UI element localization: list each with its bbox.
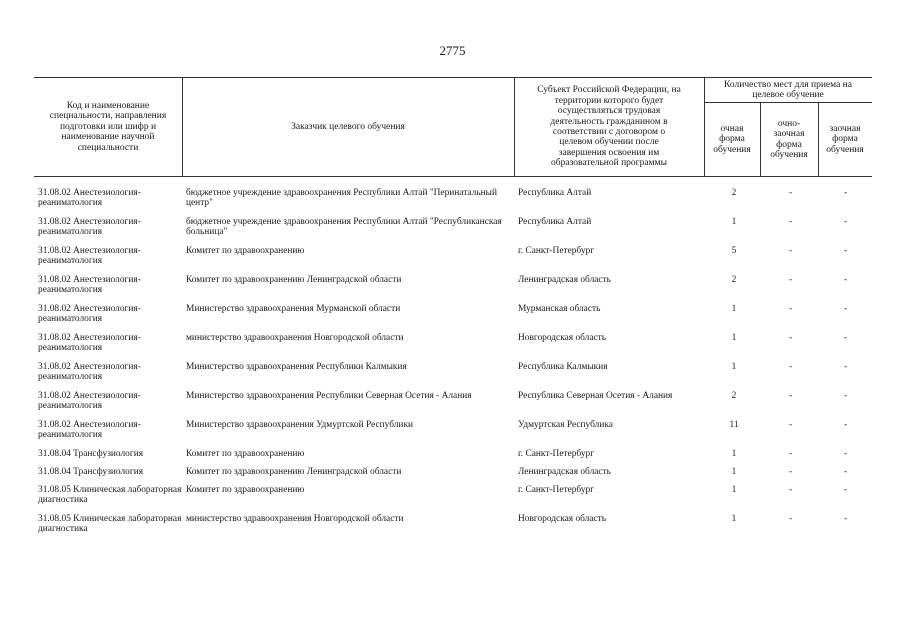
header-divider bbox=[704, 102, 872, 103]
table-row bbox=[34, 217, 872, 246]
page-number: 2775 bbox=[439, 43, 466, 58]
row-part-time: - bbox=[788, 391, 793, 401]
row-code: 31.08.02 Анестезиология-реаниматология bbox=[38, 188, 141, 209]
row-customer: Министерство здравоохранения Республики Северная Осетия - Алания bbox=[186, 391, 472, 401]
row-distance: - bbox=[843, 420, 848, 430]
row-subject: г. Санкт-Петербург bbox=[518, 449, 595, 459]
row-code: 31.08.04 Трансфузиология bbox=[38, 449, 144, 459]
row-code: 31.08.02 Анестезиология-реаниматология bbox=[38, 304, 141, 325]
row-code: 31.08.02 Анестезиология-реаниматология bbox=[38, 391, 141, 412]
row-distance: - bbox=[843, 514, 848, 524]
row-full-time: 1 bbox=[731, 362, 737, 372]
row-full-time: 1 bbox=[731, 217, 737, 227]
row-subject: г. Санкт-Петербург bbox=[518, 246, 595, 256]
row-full-time: 1 bbox=[731, 467, 737, 477]
table-row bbox=[34, 275, 872, 304]
row-full-time: 2 bbox=[731, 275, 737, 285]
row-full-time: 2 bbox=[731, 188, 737, 198]
row-part-time: - bbox=[788, 275, 793, 285]
row-code: 31.08.02 Анестезиология-реаниматология bbox=[38, 362, 141, 383]
row-distance: - bbox=[843, 188, 848, 198]
header-subject: Субъект Российской Федерации, на территории которого будет осуществляться трудовая деятельность гражданином в соответствии с договором о целевом обучении после завершения освоения им образовательной программы bbox=[537, 85, 681, 169]
row-subject: Удмуртская Республика bbox=[518, 420, 613, 430]
row-code: 31.08.02 Анестезиология-реаниматология bbox=[38, 420, 141, 441]
row-part-time: - bbox=[788, 217, 793, 227]
row-part-time: - bbox=[788, 188, 793, 198]
row-part-time: - bbox=[788, 246, 793, 256]
row-customer: бюджетное учреждение здравоохранения Республики Алтай "Республиканская больница" bbox=[186, 217, 502, 238]
header-distance: заочная форма обучения bbox=[826, 123, 864, 155]
row-part-time: - bbox=[788, 485, 793, 495]
table-row bbox=[34, 391, 872, 420]
row-distance: - bbox=[843, 275, 848, 285]
table-header bbox=[34, 77, 872, 177]
table-row bbox=[34, 362, 872, 391]
table-row bbox=[34, 449, 872, 467]
table-row bbox=[34, 467, 872, 485]
row-distance: - bbox=[843, 304, 848, 314]
table-row bbox=[34, 246, 872, 275]
row-code: 31.08.02 Анестезиология-реаниматология bbox=[38, 246, 141, 267]
row-code: 31.08.04 Трансфузиология bbox=[38, 467, 144, 477]
row-full-time: 1 bbox=[731, 333, 737, 343]
table-body bbox=[34, 188, 872, 543]
row-customer: бюджетное учреждение здравоохранения Республики Алтай "Перинатальный центр" bbox=[186, 188, 497, 209]
row-customer: Комитет по здравоохранению bbox=[186, 246, 305, 256]
row-part-time: - bbox=[788, 420, 793, 430]
row-code: 31.08.05 Клиническая лабораторная диагностика bbox=[38, 485, 182, 506]
row-customer: Комитет по здравоохранению bbox=[186, 449, 305, 459]
row-full-time: 1 bbox=[731, 514, 737, 524]
row-customer: Комитет по здравоохранению bbox=[186, 485, 305, 495]
row-distance: - bbox=[843, 362, 848, 372]
row-part-time: - bbox=[788, 467, 793, 477]
row-code: 31.08.05 Клиническая лабораторная диагностика bbox=[38, 514, 182, 535]
row-customer: министерство здравоохранения Новгородской области bbox=[186, 514, 404, 524]
row-customer: Министерство здравоохранения Удмуртской Республики bbox=[186, 420, 414, 430]
row-full-time: 1 bbox=[731, 485, 737, 495]
table-row bbox=[34, 420, 872, 449]
row-part-time: - bbox=[788, 449, 793, 459]
row-part-time: - bbox=[788, 304, 793, 314]
header-divider bbox=[704, 78, 705, 176]
row-distance: - bbox=[843, 485, 848, 495]
row-part-time: - bbox=[788, 514, 793, 524]
row-subject: Новгородская область bbox=[518, 514, 607, 524]
row-distance: - bbox=[843, 391, 848, 401]
row-customer: Комитет по здравоохранению Ленинградской области bbox=[186, 467, 402, 477]
row-part-time: - bbox=[788, 333, 793, 343]
header-part-time: очно-заочная форма обучения bbox=[770, 118, 808, 160]
row-distance: - bbox=[843, 217, 848, 227]
row-customer: Комитет по здравоохранению Ленинградской области bbox=[186, 275, 402, 285]
row-subject: Ленинградская область bbox=[518, 275, 611, 285]
row-subject: Республика Северная Осетия - Алания bbox=[518, 391, 673, 401]
header-full-time: очная форма обучения bbox=[713, 123, 751, 155]
row-distance: - bbox=[843, 467, 848, 477]
row-part-time: - bbox=[788, 362, 793, 372]
header-code: Код и наименование специальности, направления подготовки или шифр и наименование научной специальности bbox=[49, 100, 167, 153]
row-subject: Ленинградская область bbox=[518, 467, 611, 477]
admission-table bbox=[34, 77, 872, 543]
table-row bbox=[34, 188, 872, 217]
table-row bbox=[34, 485, 872, 514]
row-distance: - bbox=[843, 333, 848, 343]
row-subject: Республика Калмыкия bbox=[518, 362, 608, 372]
header-divider bbox=[818, 102, 819, 176]
row-customer: Министерство здравоохранения Республики Калмыкия bbox=[186, 362, 407, 372]
header-divider bbox=[514, 78, 515, 176]
table-row bbox=[34, 514, 872, 543]
row-subject: Республика Алтай bbox=[518, 188, 592, 198]
row-subject: Новгородская область bbox=[518, 333, 607, 343]
row-subject: г. Санкт-Петербург bbox=[518, 485, 595, 495]
header-divider bbox=[182, 78, 183, 176]
row-full-time: 1 bbox=[731, 304, 737, 314]
table-row bbox=[34, 304, 872, 333]
header-divider bbox=[760, 102, 761, 176]
row-full-time: 5 bbox=[731, 246, 737, 256]
row-subject: Мурманская область bbox=[518, 304, 601, 314]
row-distance: - bbox=[843, 246, 848, 256]
row-customer: Министерство здравоохранения Мурманской области bbox=[186, 304, 401, 314]
row-full-time: 11 bbox=[729, 420, 739, 430]
row-full-time: 2 bbox=[731, 391, 737, 401]
row-code: 31.08.02 Анестезиология-реаниматология bbox=[38, 333, 141, 354]
row-distance: - bbox=[843, 449, 848, 459]
row-full-time: 1 bbox=[731, 449, 737, 459]
row-code: 31.08.02 Анестезиология-реаниматология bbox=[38, 217, 141, 238]
header-places: Количество мест для приема на целевое обучение bbox=[724, 79, 852, 100]
row-subject: Республика Алтай bbox=[518, 217, 592, 227]
row-code: 31.08.02 Анестезиология-реаниматология bbox=[38, 275, 141, 296]
row-customer: министерство здравоохранения Новгородской области bbox=[186, 333, 404, 343]
header-customer: Заказчик целевого обучения bbox=[291, 121, 405, 132]
table-row bbox=[34, 333, 872, 362]
